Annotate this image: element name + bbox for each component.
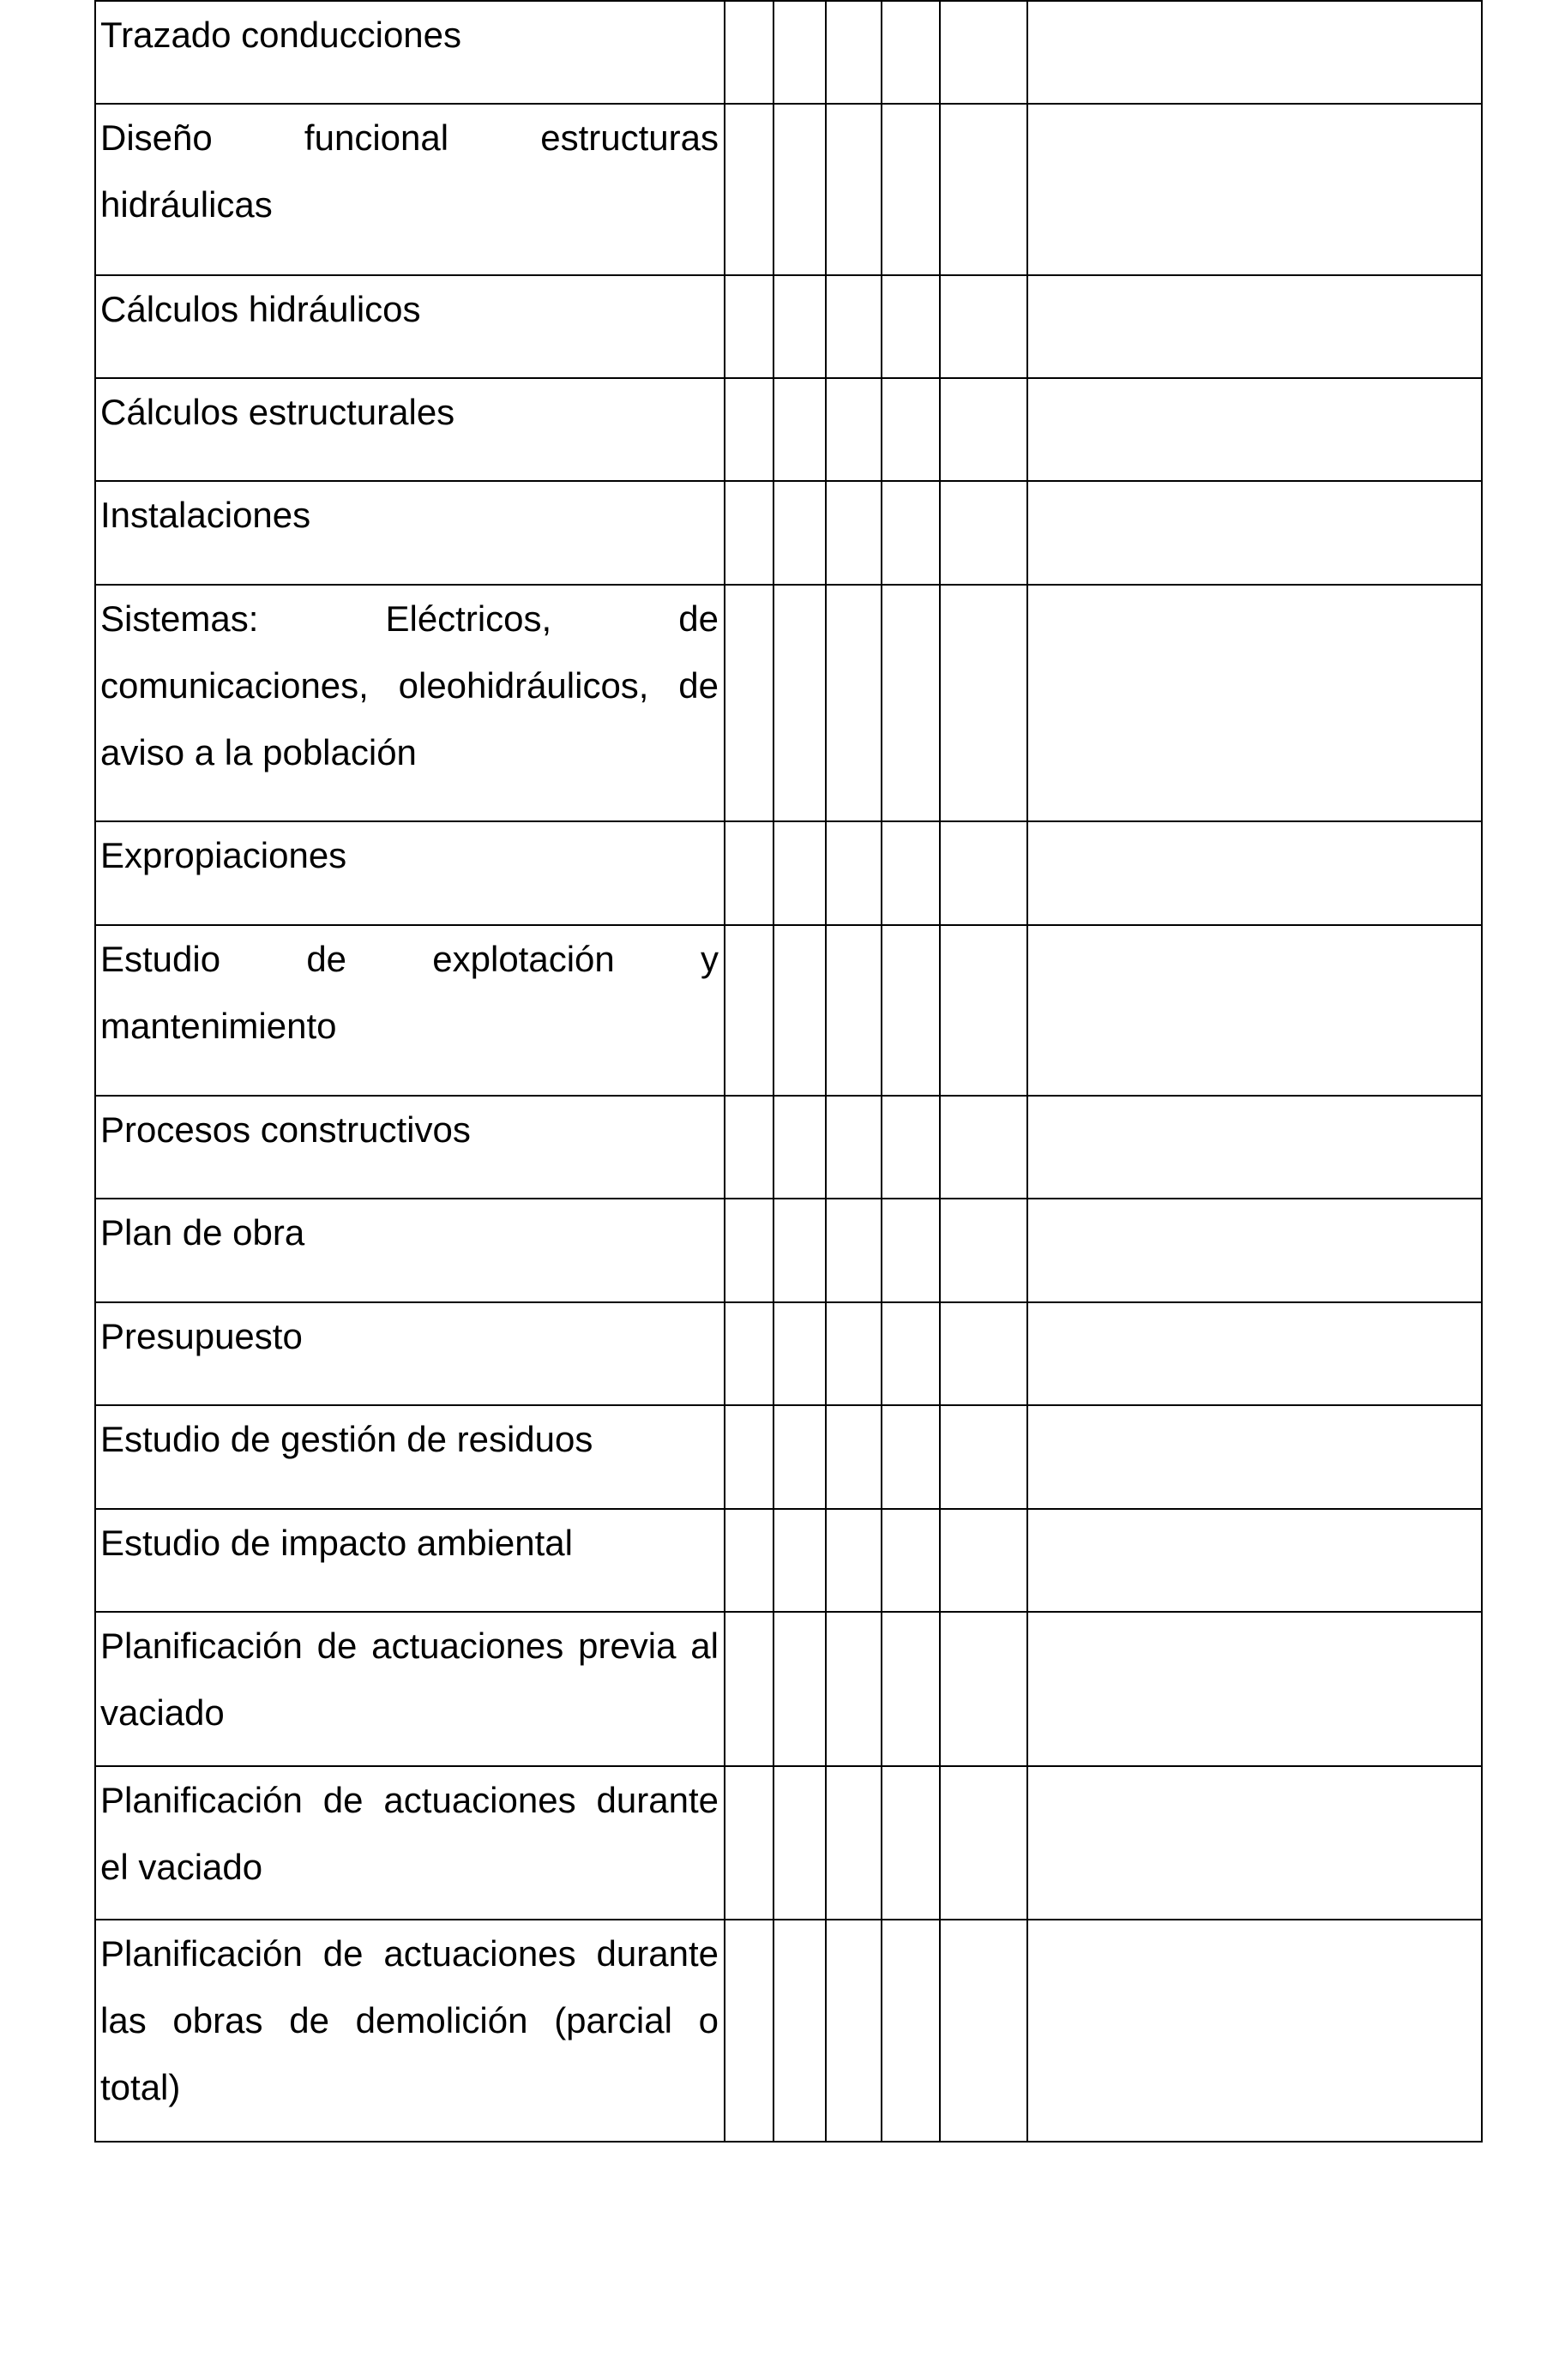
- notes-cell: [1027, 1302, 1482, 1405]
- notes-cell: [1027, 821, 1482, 925]
- check-cell: [773, 481, 826, 585]
- table-row: [95, 1, 1482, 104]
- check-cell: [826, 925, 882, 1096]
- row-label: Plan de obra: [100, 1212, 305, 1253]
- check-cell: [882, 1302, 940, 1405]
- row-label: Estudio de gestión de residuos: [100, 1419, 593, 1459]
- check-cell: [725, 1096, 773, 1199]
- check-cell: [882, 1612, 940, 1766]
- check-cell: [882, 1766, 940, 1920]
- row-label-cell: [95, 925, 725, 1096]
- check-cell: [940, 925, 1027, 1096]
- table-row: [95, 378, 1482, 481]
- check-cell: [940, 821, 1027, 925]
- notes-cell: [1027, 104, 1482, 275]
- check-cell: [882, 1405, 940, 1509]
- check-cell: [725, 1509, 773, 1612]
- check-cell: [940, 1096, 1027, 1199]
- row-label-cell: [95, 1199, 725, 1302]
- check-cell: [773, 1096, 826, 1199]
- table-row: [95, 585, 1482, 821]
- row-label-cell: [95, 1302, 725, 1405]
- row-label-cell: [95, 1, 725, 104]
- check-cell: [882, 104, 940, 275]
- check-cell: [826, 1405, 882, 1509]
- check-cell: [725, 925, 773, 1096]
- row-label: Planificación de actuaciones durante el vaciado: [100, 1780, 719, 1887]
- table-row: [95, 275, 1482, 378]
- check-cell: [882, 1, 940, 104]
- check-cell: [882, 925, 940, 1096]
- check-cell: [826, 378, 882, 481]
- check-cell: [882, 481, 940, 585]
- row-label: Cálculos estructurales: [100, 392, 455, 432]
- check-cell: [725, 1766, 773, 1920]
- check-cell: [940, 1, 1027, 104]
- check-cell: [882, 1509, 940, 1612]
- check-cell: [725, 481, 773, 585]
- check-cell: [773, 1766, 826, 1920]
- row-label: Sistemas: Eléctricos, de comunicaciones, oleohidráulicos, de aviso a la población: [100, 598, 719, 772]
- check-cell: [773, 1612, 826, 1766]
- notes-cell: [1027, 275, 1482, 378]
- notes-cell: [1027, 481, 1482, 585]
- check-cell: [882, 585, 940, 821]
- row-label: Estudio de explotación y mantenimiento: [100, 939, 719, 1046]
- check-cell: [882, 378, 940, 481]
- check-cell: [826, 1766, 882, 1920]
- notes-cell: [1027, 1920, 1482, 2142]
- table-row: [95, 1302, 1482, 1405]
- notes-cell: [1027, 1096, 1482, 1199]
- table-row: [95, 1920, 1482, 2142]
- check-cell: [882, 821, 940, 925]
- check-cell: [725, 1405, 773, 1509]
- check-cell: [826, 104, 882, 275]
- check-cell: [882, 1199, 940, 1302]
- check-cell: [940, 585, 1027, 821]
- check-cell: [826, 821, 882, 925]
- check-cell: [826, 1199, 882, 1302]
- check-cell: [725, 275, 773, 378]
- notes-cell: [1027, 1766, 1482, 1920]
- notes-cell: [1027, 585, 1482, 821]
- table-row: [95, 821, 1482, 925]
- row-label: Planificación de actuaciones durante las obras de demolición (parcial o total): [100, 1933, 719, 2107]
- row-label-cell: [95, 1405, 725, 1509]
- check-cell: [773, 378, 826, 481]
- check-cell: [773, 275, 826, 378]
- table-row: [95, 1509, 1482, 1612]
- check-cell: [773, 1405, 826, 1509]
- table-row: [95, 1612, 1482, 1766]
- check-cell: [826, 481, 882, 585]
- check-cell: [725, 104, 773, 275]
- check-cell: [773, 585, 826, 821]
- check-cell: [940, 1766, 1027, 1920]
- notes-cell: [1027, 1, 1482, 104]
- notes-cell: [1027, 1405, 1482, 1509]
- row-label-cell: [95, 1612, 725, 1766]
- row-label-cell: [95, 821, 725, 925]
- row-label: Presupuesto: [100, 1316, 303, 1356]
- check-cell: [940, 1509, 1027, 1612]
- check-cell: [940, 1405, 1027, 1509]
- row-label-cell: [95, 585, 725, 821]
- row-label: Procesos constructivos: [100, 1109, 471, 1150]
- row-label: Cálculos hidráulicos: [100, 289, 421, 329]
- check-cell: [773, 925, 826, 1096]
- check-cell: [826, 1302, 882, 1405]
- check-cell: [940, 1612, 1027, 1766]
- check-cell: [773, 1, 826, 104]
- check-cell: [826, 1, 882, 104]
- row-label: Planificación de actuaciones previa al vaciado: [100, 1626, 719, 1733]
- check-cell: [940, 481, 1027, 585]
- check-cell: [826, 585, 882, 821]
- notes-cell: [1027, 1199, 1482, 1302]
- check-cell: [725, 1302, 773, 1405]
- row-label: Estudio de impacto ambiental: [100, 1523, 573, 1563]
- checklist-table: [94, 0, 1483, 2143]
- row-label: Expropiaciones: [100, 835, 347, 875]
- row-label-cell: [95, 1096, 725, 1199]
- check-cell: [940, 275, 1027, 378]
- check-cell: [940, 104, 1027, 275]
- check-cell: [725, 1199, 773, 1302]
- check-cell: [882, 1096, 940, 1199]
- notes-cell: [1027, 1509, 1482, 1612]
- row-label-cell: [95, 1509, 725, 1612]
- row-label-cell: [95, 378, 725, 481]
- row-label-cell: [95, 1766, 725, 1920]
- notes-cell: [1027, 378, 1482, 481]
- check-cell: [773, 104, 826, 275]
- check-cell: [940, 1920, 1027, 2142]
- check-cell: [940, 1199, 1027, 1302]
- check-cell: [725, 1612, 773, 1766]
- check-cell: [826, 275, 882, 378]
- check-cell: [725, 821, 773, 925]
- table-row: [95, 1199, 1482, 1302]
- check-cell: [773, 1199, 826, 1302]
- check-cell: [773, 1920, 826, 2142]
- check-cell: [725, 1, 773, 104]
- row-label-cell: [95, 104, 725, 275]
- check-cell: [882, 275, 940, 378]
- check-cell: [882, 1920, 940, 2142]
- check-cell: [773, 821, 826, 925]
- row-label: Diseño funcional estructuras hidráulicas: [100, 117, 719, 225]
- table-row: [95, 104, 1482, 275]
- row-label-cell: [95, 275, 725, 378]
- table-row: [95, 481, 1482, 585]
- row-label: Trazado conducciones: [100, 15, 462, 55]
- table-row: [95, 1766, 1482, 1920]
- check-cell: [940, 378, 1027, 481]
- check-cell: [826, 1509, 882, 1612]
- check-cell: [725, 378, 773, 481]
- table-row: [95, 925, 1482, 1096]
- check-cell: [826, 1612, 882, 1766]
- check-cell: [773, 1509, 826, 1612]
- check-cell: [940, 1302, 1027, 1405]
- row-label-cell: [95, 1920, 725, 2142]
- notes-cell: [1027, 1612, 1482, 1766]
- row-label-cell: [95, 481, 725, 585]
- check-cell: [826, 1096, 882, 1199]
- notes-cell: [1027, 925, 1482, 1096]
- table-row: [95, 1405, 1482, 1509]
- check-cell: [773, 1302, 826, 1405]
- row-label: Instalaciones: [100, 495, 311, 535]
- check-cell: [725, 1920, 773, 2142]
- check-cell: [826, 1920, 882, 2142]
- table-row: [95, 1096, 1482, 1199]
- check-cell: [725, 585, 773, 821]
